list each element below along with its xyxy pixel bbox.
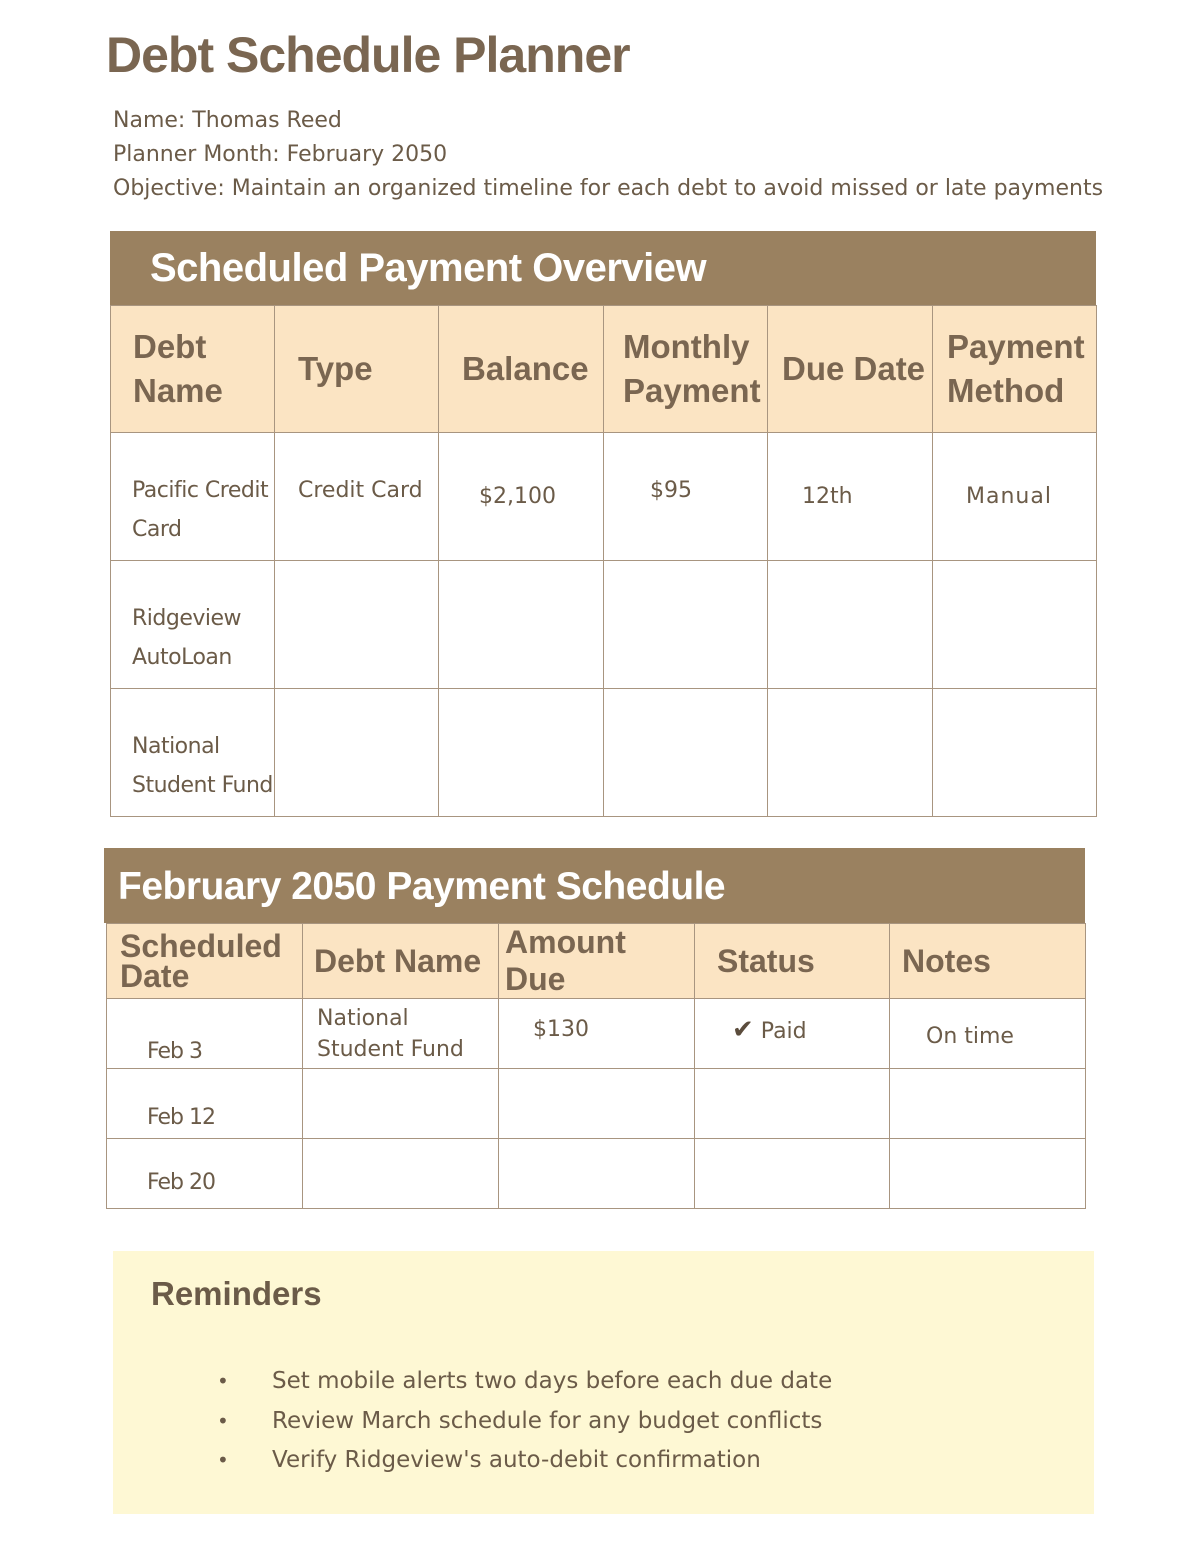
col-header-monthly-line1: Monthly (623, 328, 750, 365)
debt-name-cell (111, 689, 275, 817)
col-header-status (695, 924, 890, 999)
col-header-notes (890, 924, 1086, 999)
balance-cell (439, 433, 604, 561)
schedule-debt-name-line2: Student Fund (317, 1036, 464, 1062)
due-date-cell (768, 561, 933, 689)
status-cell (695, 1139, 890, 1209)
col-header-due-date (768, 306, 933, 433)
notes-cell (890, 1069, 1086, 1139)
col-header-due-date-label: Due Date (782, 350, 926, 387)
scheduled-date-cell (107, 1139, 303, 1209)
balance-cell (439, 689, 604, 817)
monthly-payment-cell (604, 561, 768, 689)
col-header-monthly-line2: Payment (623, 372, 761, 409)
col-header-debt-name (111, 306, 275, 433)
overview-row (111, 689, 1097, 817)
scheduled-date-value: Feb 12 (147, 1105, 215, 1130)
schedule-debt-name-cell (303, 999, 499, 1069)
amount-due-cell (499, 1139, 695, 1209)
col-header-method-line1: Payment (947, 328, 1085, 365)
checkmark-icon: ✔ (732, 1015, 754, 1045)
due-date-cell (768, 689, 933, 817)
debt-name-line1: Ridgeview (132, 606, 242, 631)
due-date-value: 12th (802, 484, 853, 509)
col-header-status-label: Status (717, 942, 815, 979)
monthly-payment-cell (604, 689, 768, 817)
col-header-balance-label: Balance (462, 350, 589, 387)
col-header-debt-name-line1: Debt (133, 328, 207, 365)
reminders-panel (113, 1251, 1094, 1514)
reminders-heading: Reminders (151, 1275, 322, 1312)
type-value: Credit Card (298, 478, 423, 503)
schedule-debt-name-line1: National (317, 1005, 409, 1031)
due-date-cell (768, 433, 933, 561)
status-cell (695, 999, 890, 1069)
reminder-text: Set mobile alerts two days before each due date (272, 1368, 833, 1394)
planner-month: Planner Month: February 2050 (113, 142, 448, 167)
reminder-item (113, 1362, 832, 1402)
scheduled-date-cell (107, 999, 303, 1069)
notes-value: On time (926, 1024, 1014, 1049)
scheduled-date-cell (107, 1069, 303, 1139)
debt-name-cell (111, 433, 275, 561)
schedule-debt-name-cell (303, 1069, 499, 1139)
col-header-type-label: Type (298, 350, 373, 387)
balance-value: $2,100 (479, 484, 556, 509)
overview-row (111, 561, 1097, 689)
payment-method-cell (933, 433, 1097, 561)
debt-name-cell (111, 561, 275, 689)
schedule-debt-name-cell (303, 1139, 499, 1209)
scheduled-date-value: Feb 3 (147, 1039, 202, 1064)
scheduled-date-value: Feb 20 (147, 1170, 215, 1195)
reminder-item (113, 1402, 832, 1442)
debt-name-line2: AutoLoan (132, 645, 232, 670)
col-header-payment-method (933, 306, 1097, 433)
bullet-icon: • (217, 1408, 229, 1433)
reminders-list (113, 1362, 832, 1481)
reminder-item (113, 1441, 832, 1481)
col-header-amount-due-label: Amount Due (505, 924, 626, 997)
col-header-date-line1: Scheduled (120, 928, 282, 964)
bullet-icon: • (217, 1369, 229, 1393)
notes-cell (890, 999, 1086, 1069)
amount-due-cell (499, 1069, 695, 1139)
schedule-section-header (104, 848, 1085, 923)
payment-method-value: Manual (966, 484, 1052, 509)
status-value: Paid (760, 1019, 807, 1044)
reminder-text: Verify Ridgeview's auto-debit confirmation (272, 1447, 761, 1473)
overview-table (110, 305, 1097, 817)
debt-name-line2: Student Fund (132, 773, 273, 798)
col-header-notes-label: Notes (902, 942, 991, 979)
debt-name-line2: Card (132, 517, 182, 542)
col-header-schedule-debt-name-label: Debt Name (314, 942, 482, 979)
col-header-monthly-payment (604, 306, 768, 433)
col-header-balance (439, 306, 604, 433)
col-header-date-line2: Date (120, 958, 190, 994)
amount-due-value: $130 (533, 1017, 589, 1042)
type-cell (275, 561, 439, 689)
overview-row (111, 433, 1097, 561)
schedule-table (106, 923, 1086, 1209)
payment-method-cell (933, 689, 1097, 817)
col-header-scheduled-date (107, 924, 303, 999)
schedule-row (107, 1139, 1086, 1209)
reminder-text: Review March schedule for any budget conflicts (272, 1407, 823, 1434)
overview-section-title: Scheduled Payment Overview (150, 246, 707, 290)
type-cell (275, 433, 439, 561)
col-header-method-line2: Method (947, 372, 1065, 409)
planner-objective: Objective: Maintain an organized timeline for each debt to avoid missed or late payments (113, 176, 1104, 201)
type-cell (275, 689, 439, 817)
col-header-amount-due (499, 924, 695, 999)
schedule-row (107, 999, 1086, 1069)
col-header-debt-name-line2: Name (133, 372, 223, 409)
col-header-type (275, 306, 439, 433)
payment-method-cell (933, 561, 1097, 689)
overview-header-row (111, 306, 1097, 433)
debt-name-line1: National (132, 734, 220, 759)
amount-due-cell (499, 999, 695, 1069)
balance-cell (439, 561, 604, 689)
debt-name-line1: Pacific Credit (132, 478, 269, 503)
planner-info (113, 104, 1103, 206)
schedule-row (107, 1069, 1086, 1139)
schedule-header-row (107, 924, 1086, 999)
status-cell (695, 1069, 890, 1139)
page-title: Debt Schedule Planner (106, 27, 630, 83)
bullet-icon: • (217, 1448, 229, 1472)
overview-section-header (110, 231, 1096, 305)
planner-name: Name: Thomas Reed (113, 108, 342, 133)
schedule-section-title: February 2050 Payment Schedule (118, 865, 726, 908)
monthly-payment-value: $95 (650, 478, 692, 503)
col-header-schedule-debt-name (303, 924, 499, 999)
monthly-payment-cell (604, 433, 768, 561)
notes-cell (890, 1139, 1086, 1209)
